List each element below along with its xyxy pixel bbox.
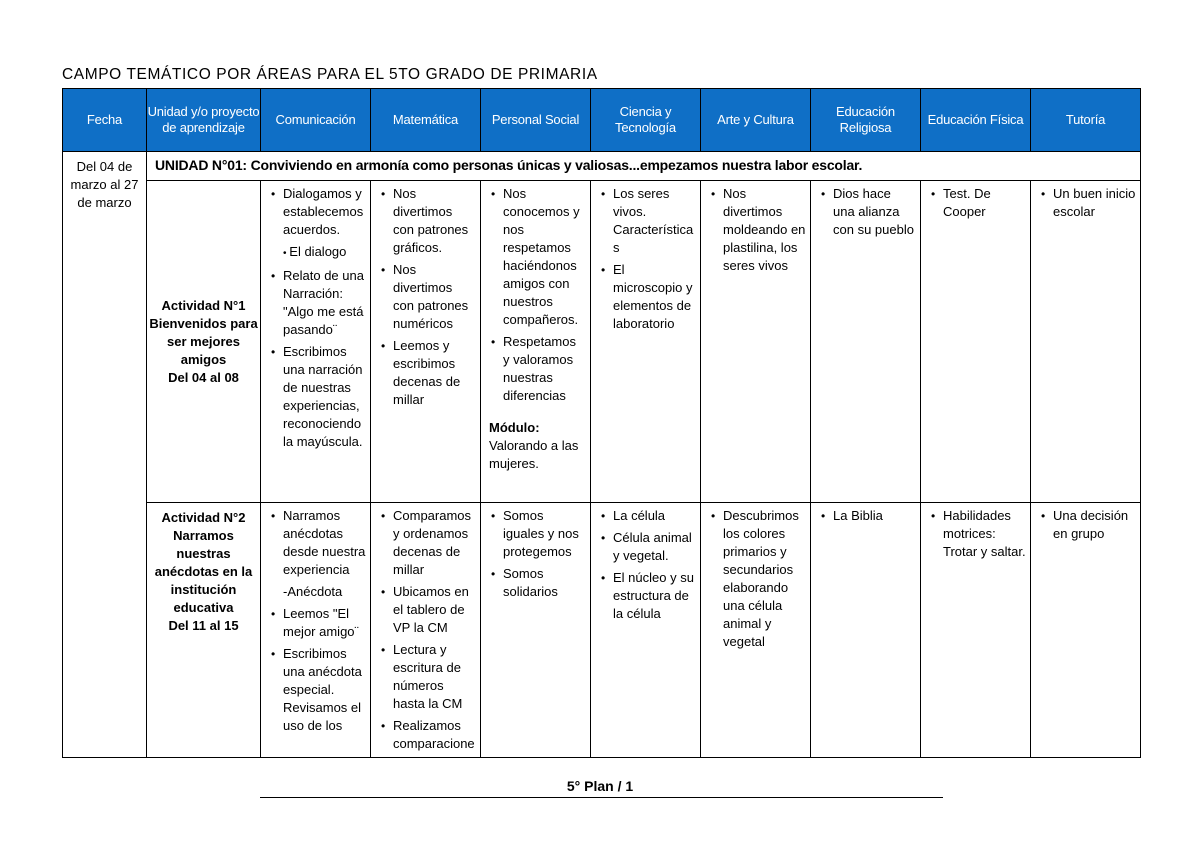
modulo-block xyxy=(481,409,590,473)
religiosa-cell xyxy=(811,503,921,758)
matematica-cell xyxy=(371,503,481,758)
list-item: • Narramos anécdotas desde nuestra experiencia xyxy=(269,507,366,579)
personal-social-cell xyxy=(481,503,591,758)
matematica-cell xyxy=(371,181,481,503)
personal-social-cell xyxy=(481,181,591,503)
document-title: CAMPO TEMÁTICO POR ÁREAS PARA EL 5TO GRADO DE PRIMARIA xyxy=(62,66,598,83)
ciencia-cell xyxy=(591,503,701,758)
fisica-cell xyxy=(921,503,1031,758)
header-comunicacion: Comunicación xyxy=(261,89,371,152)
list-item: • Ubicamos en el tablero de VP la CM xyxy=(379,583,476,637)
religiosa-cell xyxy=(811,181,921,503)
list-item: • Escribimos una narración de nuestras experiencias, reconociendo la mayúscula. xyxy=(269,343,366,451)
list-item: • Dios hace una alianza con su pueblo xyxy=(819,185,916,239)
unit-row xyxy=(63,152,1141,181)
footer-divider xyxy=(260,797,943,798)
activity-cell xyxy=(147,503,261,758)
list-item: • Lectura y escritura de números hasta la CM xyxy=(379,641,476,713)
fecha-cell: Del 04 de marzo al 27 de marzo xyxy=(63,152,147,758)
list-item: • Test. De Cooper xyxy=(929,185,1026,221)
list-item: • La célula xyxy=(599,507,696,525)
header-tutoria: Tutoría xyxy=(1031,89,1141,152)
tutoria-cell xyxy=(1031,503,1141,758)
header-row xyxy=(63,89,1141,152)
list-item: • Realizamos comparacione xyxy=(379,717,476,753)
header-personal-social: Personal Social xyxy=(481,89,591,152)
sub-item: • El dialogo xyxy=(261,243,370,263)
ciencia-cell xyxy=(591,181,701,503)
list-item: • Un buen inicio escolar xyxy=(1039,185,1136,221)
tutoria-cell xyxy=(1031,181,1141,503)
list-item: • La Biblia xyxy=(819,507,916,525)
header-arte: Arte y Cultura xyxy=(701,89,811,152)
header-fecha: Fecha xyxy=(63,89,147,152)
list-item: • Respetamos y valoramos nuestras diferencias xyxy=(489,333,586,405)
arte-cell xyxy=(701,503,811,758)
activity-title: Bienvenidos para ser mejores amigos xyxy=(149,315,258,367)
list-item: • Descubrimos los colores primarios y secundarios elaborando una célula animal y vegetal xyxy=(709,507,806,651)
list-item: • Nos divertimos con patrones gráficos. xyxy=(379,185,476,257)
header-unidad: Unidad y/o proyecto de aprendizaje xyxy=(147,89,261,152)
activity-name: Actividad N°1 xyxy=(161,297,246,313)
header-fisica: Educación Física xyxy=(921,89,1031,152)
header-ciencia: Ciencia y Tecnología xyxy=(591,89,701,152)
list-item: • Célula animal y vegetal. xyxy=(599,529,696,565)
activity-title: Narramos nuestras anécdotas en la institución educativa xyxy=(154,528,253,615)
list-item: • Nos divertimos con patrones numéricos xyxy=(379,261,476,333)
list-item: • Nos divertimos moldeando en plastilina, los seres vivos xyxy=(709,185,806,275)
activity-cell xyxy=(147,181,261,503)
list-item: • Escribimos una anécdota especial. Revisamos el uso de los xyxy=(269,645,366,735)
unit-title: UNIDAD N°01: Conviviendo en armonía como personas únicas y valiosas...empezamos nuestra labor escolar. xyxy=(147,152,1141,181)
comunicacion-cell xyxy=(261,503,371,758)
list-item: • Somos solidarios xyxy=(489,565,586,601)
list-item: • El núcleo y su estructura de la célula xyxy=(599,569,696,623)
plan-table xyxy=(62,88,1141,758)
page-footer: 5° Plan / 1 xyxy=(566,778,634,794)
activity-row xyxy=(63,503,1141,758)
list-item: • Relato de una Narración: "Algo me está pasando¨ xyxy=(269,267,366,339)
sub-item: -Anécdota xyxy=(283,584,343,599)
comunicacion-cell xyxy=(261,181,371,503)
list-item: • Dialogamos y establecemos acuerdos. xyxy=(269,185,366,239)
list-item: • Leemos y escribimos decenas de millar xyxy=(379,337,476,409)
list-item: • El microscopio y elementos de laboratorio xyxy=(599,261,696,333)
modulo-label: Módulo: xyxy=(489,420,540,435)
activity-dates: Del 11 al 15 xyxy=(168,618,239,633)
activity-name: Actividad N°2 xyxy=(161,510,246,525)
modulo-text: Valorando a las mujeres. xyxy=(489,438,579,471)
list-item: • Leemos "El mejor amigo¨ xyxy=(269,605,366,641)
list-item: • Habilidades motrices: Trotar y saltar. xyxy=(929,507,1026,561)
list-item: • Nos conocemos y nos respetamos haciéndonos amigos con nuestros compañeros. xyxy=(489,185,586,329)
activity-row xyxy=(63,181,1141,503)
header-matematica: Matemática xyxy=(371,89,481,152)
list-item: • Los seres vivos. Característica s xyxy=(599,185,696,257)
activity-dates: Del 04 al 08 xyxy=(168,369,239,385)
list-item: • Comparamos y ordenamos decenas de millar xyxy=(379,507,476,579)
list-item: • Una decisión en grupo xyxy=(1039,507,1136,543)
header-religiosa: Educación Religiosa xyxy=(811,89,921,152)
fisica-cell xyxy=(921,181,1031,503)
list-item: • Somos iguales y nos protegemos xyxy=(489,507,586,561)
arte-cell xyxy=(701,181,811,503)
